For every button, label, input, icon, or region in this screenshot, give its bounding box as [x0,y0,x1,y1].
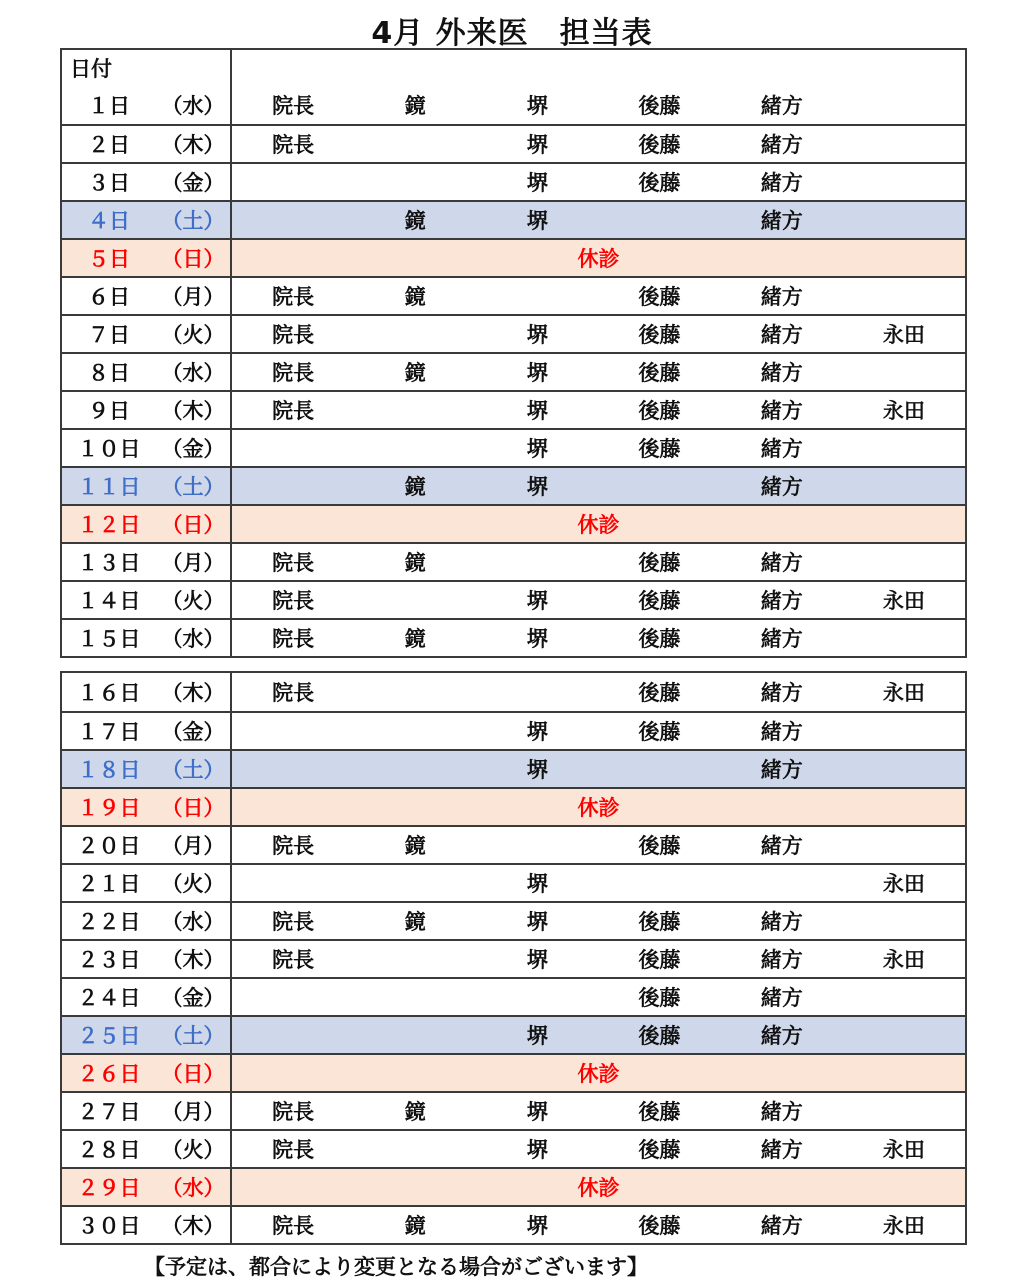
doctors-cell [232,713,965,749]
date-cell [62,1055,232,1091]
doctors-cell [232,316,965,352]
doctor-slot: 堺 [526,1214,548,1238]
date-day: １４日 [77,589,141,613]
doctor-slot: 後藤 [638,1138,681,1162]
doctors-cell [232,392,965,428]
doctor-slot: 院長 [272,361,315,385]
schedule-row [62,1167,965,1205]
doctor-slot: 院長 [272,834,315,858]
schedule-table-second-half [60,671,967,1245]
date-day: ２８日 [77,1138,141,1162]
doctors-cell [232,1207,965,1243]
schedule-row [62,428,965,466]
date-day: ２１日 [77,872,141,896]
date-day: ８日 [88,361,131,385]
doctor-slot: 永田 [882,948,925,972]
doctor-slot: 緒方 [760,627,803,651]
schedule-row [62,352,965,390]
doctor-slot: 院長 [272,589,315,613]
doctors-cell [232,240,965,276]
doctors-cell [232,354,965,390]
doctor-slot: 鏡 [404,285,426,309]
schedule-row [62,580,965,618]
date-weekday: （火） [161,872,225,896]
doctor-slot: 緒方 [760,133,803,157]
doctor-slot: 堺 [526,910,548,934]
date-weekday: （日） [161,247,225,271]
doctors-cell [232,1055,965,1091]
date-weekday: （日） [161,513,225,537]
date-weekday: （日） [161,796,225,820]
doctors-cell [232,126,965,162]
doctor-slot: 鏡 [404,1214,426,1238]
date-cell [62,86,232,124]
date-weekday: （金） [161,986,225,1010]
schedule-row [62,711,965,749]
doctors-cell [232,202,965,238]
doctor-slot: 後藤 [638,986,681,1010]
date-cell [62,278,232,314]
date-day: ２９日 [77,1176,141,1200]
doctor-slot: 緒方 [760,758,803,782]
date-cell [62,751,232,787]
doctors-cell [232,789,965,825]
date-weekday: （木） [161,1214,225,1238]
doctor-slot: 後藤 [638,1024,681,1048]
date-day: ２７日 [77,1100,141,1124]
schedule-row [62,977,965,1015]
doctor-slot: 鏡 [404,94,426,118]
doctor-slot: 永田 [882,589,925,613]
doctor-slot: 堺 [526,1024,548,1048]
doctor-slot: 緒方 [760,285,803,309]
date-cell [62,827,232,863]
doctor-slot: 緒方 [760,1100,803,1124]
date-day: ２５日 [77,1024,141,1048]
date-day: ９日 [88,399,131,423]
date-cell [62,468,232,504]
doctor-slot: 緒方 [760,551,803,575]
date-day: ３０日 [77,1214,141,1238]
doctor-slot: 後藤 [638,1100,681,1124]
schedule-row [62,787,965,825]
date-day: １６日 [77,681,141,705]
doctor-slot: 後藤 [638,589,681,613]
schedule-row [62,1205,965,1243]
doctors-cell [232,1131,965,1167]
doctor-slot: 緒方 [760,720,803,744]
date-cell [62,392,232,428]
date-cell [62,713,232,749]
doctor-slot: 永田 [882,1138,925,1162]
date-cell [62,582,232,618]
doctor-slot: 院長 [272,551,315,575]
date-day: １２日 [77,513,141,537]
schedule-row [62,124,965,162]
date-day: ２３日 [77,948,141,972]
doctor-slot: 緒方 [760,589,803,613]
doctor-slot: 鏡 [404,834,426,858]
doctor-slot: 鏡 [404,209,426,233]
date-weekday: （月） [161,551,225,575]
date-day: ３日 [88,171,131,195]
schedule-row [62,618,965,656]
doctor-slot: 緒方 [760,399,803,423]
doctors-cell [232,673,965,711]
date-header-cell [62,50,232,86]
doctor-slot: 堺 [526,948,548,972]
date-weekday: （水） [161,627,225,651]
date-day: ２２日 [77,910,141,934]
doctor-slot: 緒方 [760,681,803,705]
date-day: ４日 [88,209,131,233]
doctor-slot: 堺 [526,399,548,423]
date-weekday: （日） [161,1062,225,1086]
schedule-row [62,238,965,276]
date-weekday: （金） [161,437,225,461]
date-weekday: （木） [161,399,225,423]
doctor-slot: 堺 [526,475,548,499]
doctor-slot: 永田 [882,399,925,423]
date-day: １５日 [77,627,141,651]
page-title: 4月 外来医 担当表 [371,16,653,51]
doctor-slot: 後藤 [638,323,681,347]
date-cell [62,164,232,200]
doctor-slot: 後藤 [638,910,681,934]
doctors-cell [232,827,965,863]
doctors-cell [232,86,965,124]
doctors-cell [232,865,965,901]
doctor-slot: 緒方 [760,437,803,461]
doctor-slot: 鏡 [404,1100,426,1124]
schedule-row [62,86,965,124]
schedule-table-first-half [60,48,967,658]
date-day: １９日 [77,796,141,820]
doctor-slot: 後藤 [638,171,681,195]
doctors-cell [232,1169,965,1205]
date-weekday: （木） [161,133,225,157]
date-cell [62,240,232,276]
date-cell [62,1093,232,1129]
doctor-slot: 後藤 [638,551,681,575]
schedule-row [62,1053,965,1091]
date-weekday: （土） [161,758,225,782]
date-cell [62,354,232,390]
doctor-slot: 緒方 [760,361,803,385]
schedule-row [62,1091,965,1129]
doctor-slot: 院長 [272,910,315,934]
doctors-header-cell [232,50,965,86]
closed-label: 休診 [577,513,620,537]
date-day: ７日 [88,323,131,347]
doctor-slot: 院長 [272,681,315,705]
doctor-slot: 後藤 [638,834,681,858]
doctor-slot: 永田 [882,681,925,705]
doctor-slot: 鏡 [404,627,426,651]
doctors-cell [232,430,965,466]
doctor-slot: 緒方 [760,209,803,233]
schedule-row [62,162,965,200]
closed-label: 休診 [577,796,620,820]
doctors-cell [232,751,965,787]
doctor-slot: 後藤 [638,1214,681,1238]
date-cell [62,673,232,711]
doctor-slot: 後藤 [638,285,681,309]
date-day: １３日 [77,551,141,575]
doctor-slot: 院長 [272,94,315,118]
doctor-slot: 永田 [882,323,925,347]
doctor-slot: 院長 [272,627,315,651]
date-day: １８日 [77,758,141,782]
doctor-slot: 院長 [272,1138,315,1162]
doctor-slot: 堺 [526,94,548,118]
date-cell [62,979,232,1015]
doctor-slot: 後藤 [638,399,681,423]
doctors-cell [232,582,965,618]
schedule-row [62,542,965,580]
date-cell [62,1131,232,1167]
date-header-label: 日付 [70,57,112,81]
doctor-slot: 堺 [526,1100,548,1124]
doctor-slot: 緒方 [760,94,803,118]
date-weekday: （金） [161,171,225,195]
doctor-slot: 永田 [882,872,925,896]
date-day: ２０日 [77,834,141,858]
doctor-slot: 堺 [526,323,548,347]
date-weekday: （水） [161,910,225,934]
doctor-slot: 院長 [272,1100,315,1124]
schedule-row [62,825,965,863]
date-weekday: （水） [161,1176,225,1200]
date-weekday: （火） [161,589,225,613]
date-weekday: （火） [161,323,225,347]
date-weekday: （月） [161,1100,225,1124]
date-weekday: （水） [161,361,225,385]
date-weekday: （水） [161,94,225,118]
doctor-slot: 後藤 [638,361,681,385]
doctor-slot: 堺 [526,209,548,233]
date-cell [62,789,232,825]
schedule-row [62,314,965,352]
doctor-slot: 堺 [526,872,548,896]
doctor-slot: 緒方 [760,986,803,1010]
date-cell [62,1207,232,1243]
date-cell [62,316,232,352]
doctors-cell [232,903,965,939]
schedule-row [62,1129,965,1167]
doctor-slot: 鏡 [404,910,426,934]
doctor-slot: 緒方 [760,834,803,858]
closed-label: 休診 [577,1062,620,1086]
date-weekday: （月） [161,834,225,858]
doctor-slot: 緒方 [760,1214,803,1238]
doctor-slot: 後藤 [638,133,681,157]
doctor-slot: 堺 [526,589,548,613]
schedule-row [62,200,965,238]
doctor-slot: 院長 [272,399,315,423]
doctor-slot: 堺 [526,758,548,782]
date-cell [62,506,232,542]
date-cell [62,941,232,977]
date-cell [62,1017,232,1053]
doctors-cell [232,278,965,314]
schedule-row [62,901,965,939]
date-weekday: （月） [161,285,225,309]
schedule-row [62,749,965,787]
doctor-slot: 後藤 [638,720,681,744]
date-day: １１日 [77,475,141,499]
doctor-slot: 鏡 [404,361,426,385]
closed-label: 休診 [577,247,620,271]
schedule-row [62,390,965,428]
table-header-row [62,50,965,86]
date-weekday: （土） [161,475,225,499]
date-cell [62,865,232,901]
doctors-cell [232,1017,965,1053]
doctor-slot: 後藤 [638,627,681,651]
doctors-cell [232,941,965,977]
date-day: ６日 [88,285,131,309]
table-body-first-half [62,86,965,656]
doctor-slot: 永田 [882,1214,925,1238]
doctors-cell [232,620,965,656]
doctor-slot: 後藤 [638,437,681,461]
date-cell [62,202,232,238]
date-day: １日 [88,94,131,118]
doctors-cell [232,1093,965,1129]
date-day: １０日 [77,437,141,461]
doctor-slot: 後藤 [638,681,681,705]
doctor-slot: 堺 [526,437,548,461]
footer-note: 【予定は、都合により変更となる場合がございます】 [144,1255,648,1279]
doctor-slot: 緒方 [760,1024,803,1048]
date-cell [62,544,232,580]
doctor-slot: 堺 [526,720,548,744]
schedule-row [62,504,965,542]
doctor-slot: 緒方 [760,1138,803,1162]
date-cell [62,1169,232,1205]
date-weekday: （金） [161,720,225,744]
date-cell [62,126,232,162]
schedule-row [62,939,965,977]
doctor-slot: 堺 [526,627,548,651]
doctor-slot: 後藤 [638,948,681,972]
doctors-cell [232,979,965,1015]
doctor-slot: 緒方 [760,475,803,499]
schedule-row [62,466,965,504]
schedule-row [62,276,965,314]
date-weekday: （木） [161,948,225,972]
closed-label: 休診 [577,1176,620,1200]
doctor-slot: 鏡 [404,475,426,499]
date-day: ２４日 [77,986,141,1010]
date-day: ５日 [88,247,131,271]
doctor-slot: 院長 [272,1214,315,1238]
doctors-cell [232,164,965,200]
doctor-slot: 緒方 [760,171,803,195]
schedule-row [62,673,965,711]
date-cell [62,903,232,939]
doctors-cell [232,468,965,504]
doctor-slot: 緒方 [760,910,803,934]
doctor-slot: 堺 [526,171,548,195]
schedule-row [62,1015,965,1053]
doctor-slot: 堺 [526,133,548,157]
date-weekday: （土） [161,1024,225,1048]
date-day: １７日 [77,720,141,744]
date-day: ２６日 [77,1062,141,1086]
doctor-slot: 鏡 [404,551,426,575]
date-weekday: （土） [161,209,225,233]
date-weekday: （火） [161,1138,225,1162]
date-weekday: （木） [161,681,225,705]
date-cell [62,430,232,466]
doctor-slot: 院長 [272,948,315,972]
date-day: ２日 [88,133,131,157]
table-body-second-half [62,673,965,1243]
schedule-row [62,863,965,901]
date-cell [62,620,232,656]
doctor-slot: 堺 [526,361,548,385]
doctor-slot: 緒方 [760,948,803,972]
doctor-slot: 院長 [272,285,315,309]
doctor-slot: 後藤 [638,94,681,118]
doctor-slot: 堺 [526,1138,548,1162]
doctor-slot: 院長 [272,133,315,157]
doctor-slot: 緒方 [760,323,803,347]
doctors-cell [232,544,965,580]
doctor-slot: 院長 [272,323,315,347]
doctors-cell [232,506,965,542]
